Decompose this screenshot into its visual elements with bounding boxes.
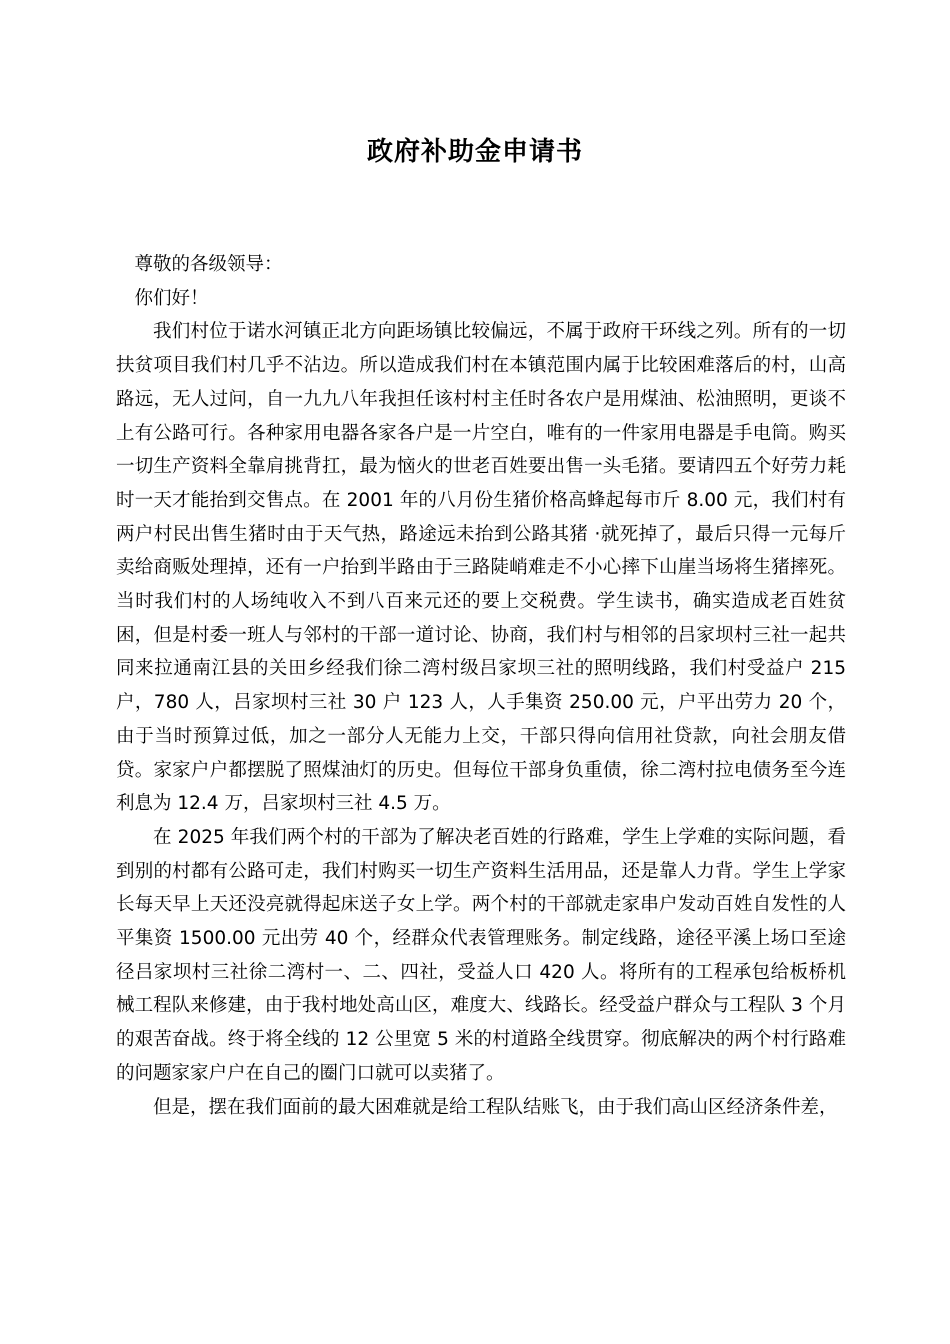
document-title: 政府补助金申请书 [366, 137, 583, 167]
salutation: 尊敬的各级领导： [134, 254, 283, 275]
paragraph-1: 我们村位于诺水河镇正北方向距场镇比较偏远，不属于政府干环线之列。所有的一切扶贫项目我们村几乎不沾边。所以造成我们村在本镇范围内属于比较困难落后的村，山高路远，无人过问，自一九九八年我担任该村村主任时各农户是用煤油、松油照明，更谈不上有公路可行。各种家用电器各家各户是一片空白，唯有的一件家用电器是手电筒。购买一切生产资料全靠肩挑背扛，最为恼火的世老百姓要出售一头毛猪。要请四五个好劳力耗时一天才能抬到交售点。在 2001 年的八月份生猪价格高蜂起每市斤 8.00 元，我们村有两户村民出售生猪时由于天气热，路途远未抬到公路其猪 ·就死掉了，最后只得一元每斤卖给商贩处理掉，还有一户抬到半路由于三路陡峭难走不小心摔下山崖当场将生猪摔死。当时我们村的人场纯收入不到八百来元还的要上交税费。学生读书，确实造成老百姓贫困，但是村委一班人与邻村的干部一道讨论、协商，我们村与相邻的吕家坝村三社一起共同来拉通南江县的关田乡经我们徐二湾村级吕家坝三社的照明线路，我们村受益户 215 户，780 人，吕家坝村三社 30 户 123 人，人手集资 250.00 元，户平出劳力 20 个，由于当时预算过低，加之一部分人无能力上交，干部只得向信用社贷款，向社会朋友借贷。家家户户都摆脱了照煤油灯的历史。但每位干部身负重债，徐二湾村拉电债务至今连利息为 12.4 万，吕家坝村三社 4.5 万。 [116, 321, 846, 815]
paragraph-3: 但是，摆在我们面前的最大困难就是给工程队结账飞，由于我们高山区经济条件差， [153, 1096, 838, 1118]
document-body [116, 248, 846, 1124]
paragraph-2: 在 2025 年我们两个村的干部为了解决老百姓的行路难，学生上学难的实际问题，看到别的村都有公路可走，我们村购买一切生产资料生活用品，还是靠人力背。学生上学家长每天早上天还没亮就得起床送子女上学。两个村的干部就走家串户发动百姓自发性的人平集资 1500.00 元出劳 40 个，经群众代表管理账务。制定线路，途径平溪上场口至途径吕家坝村三社徐二湾村一、二、四社，受益人口 420 人。将所有的工程承包给板桥机械工程队来修建，由于我村地处高山区，难度大、线路长。经受益户群众与工程队 3 个月的艰苦奋战。终于将全线的 12 公里宽 5 米的村道路全线贯穿。彻底解决的两个村行路难的问题家家户户在自己的圈门口就可以卖猪了。 [116, 826, 846, 1084]
greeting: 你们好！ [134, 287, 209, 309]
